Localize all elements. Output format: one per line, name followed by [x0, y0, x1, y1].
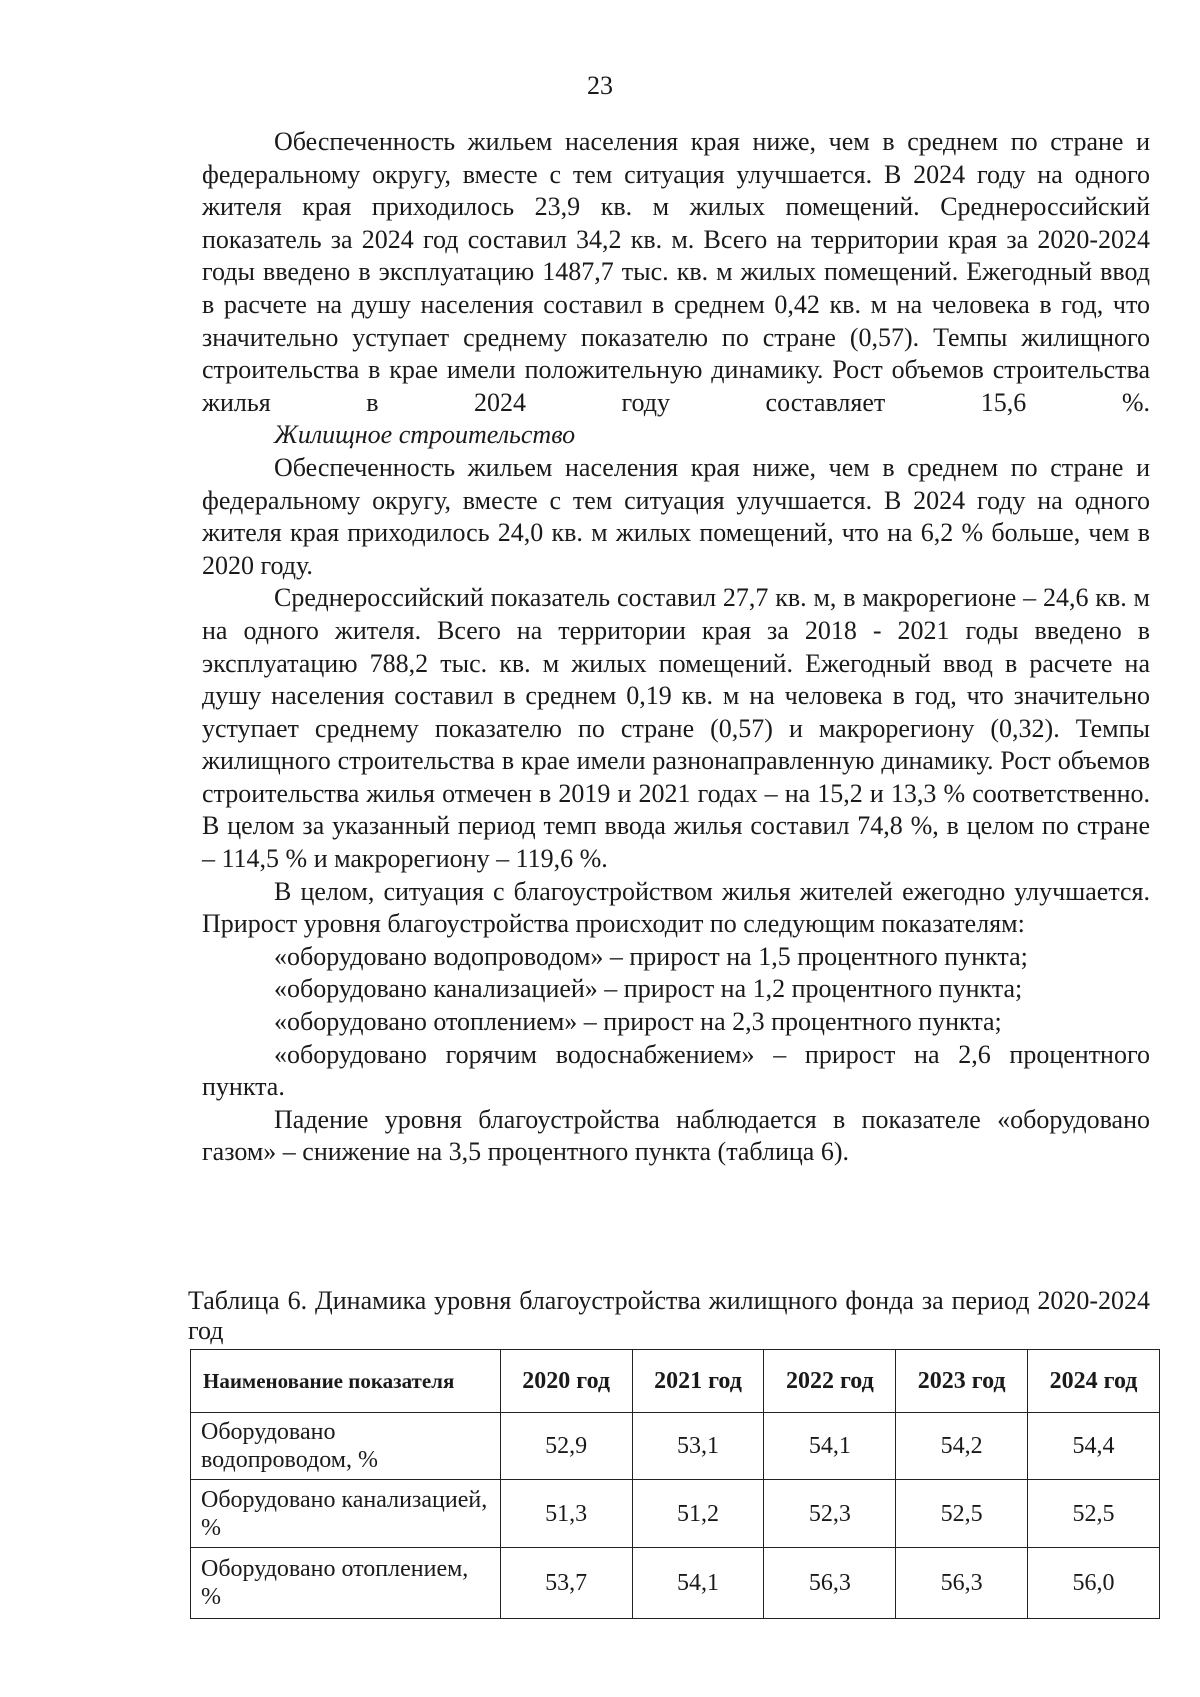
- table-row: [191, 1480, 1160, 1548]
- cell-value: 56,0: [1028, 1548, 1160, 1619]
- list-item-sewerage: «оборудовано канализацией» – прирост на 1,2 процентного пункта;: [274, 974, 1023, 1004]
- header-year: 2024 год: [1028, 1350, 1160, 1413]
- cell-value: 52,5: [1028, 1480, 1160, 1548]
- table-caption: Таблица 6. Динамика уровня благоустройства жилищного фонда за период 2020-2024 год: [188, 1286, 1150, 1345]
- row-label: Оборудовано отоплением, %: [191, 1548, 501, 1619]
- header-year: 2021 год: [632, 1350, 764, 1413]
- cell-value: 51,2: [632, 1480, 764, 1548]
- cell-value: 52,5: [896, 1480, 1028, 1548]
- cell-value: 52,9: [500, 1413, 632, 1480]
- header-year: 2022 год: [764, 1350, 896, 1413]
- list-item-hot-water: «оборудовано горячим водоснабжением» – прирост на 2,6 процентного пункта.: [202, 1039, 1150, 1102]
- cell-value: 52,3: [764, 1480, 896, 1548]
- header-year: 2023 год: [896, 1350, 1028, 1413]
- paragraph-russian-average: Среднероссийский показатель составил 27,7 кв. м, в макрорегионе – 24,6 кв. м на одного жителя. Всего на территории края за 2018 - 2021 годы введено в эксплуатацию 788,2 тыс. кв. м жилых помещений. Ежегодный ввод в расчете на душу населения составил в среднем 0,19 кв. м на человека в год, что значительно уступает среднему показателю по стране (0,57) и макрорегиону (0,32). Темпы жилищного строительства в крае имели разнонаправленную динамику. Рост объемов строительства жилья отмечен в 2019 и 2021 годах – на 15,2 и 13,3 % соответственно. В целом за указанный период темп ввода жилья составил 74,8 %, в целом по стране – 114,5 % и макрорегиону – 119,6 %.: [202, 583, 1150, 874]
- header-year: 2020 год: [500, 1350, 632, 1413]
- body-text: [202, 126, 1150, 1169]
- cell-value: 54,1: [764, 1413, 896, 1480]
- cell-value: 51,3: [500, 1480, 632, 1548]
- list-item-heating: «оборудовано отоплением» – прирост на 2,3 процентного пункта;: [274, 1007, 1002, 1037]
- page-number: 23: [587, 71, 613, 100]
- table-header-row: [191, 1350, 1160, 1413]
- paragraph-housing-provision-per-resident: Обеспеченность жильем населения края ниже, чем в среднем по стране и федеральному округу, вместе с тем ситуация улучшается. В 2024 году на одного жителя края приходилось 24,0 кв. м жилых помещений, что на 6,2 % больше, чем в 2020 году.: [202, 452, 1150, 580]
- table-row: [191, 1413, 1160, 1480]
- cell-value: 54,4: [1028, 1413, 1160, 1480]
- paragraph-amenities-intro: В целом, ситуация с благоустройством жилья жителей ежегодно улучшается. Прирост уровня благоустройства происходит по следующим показателям:: [202, 876, 1150, 939]
- row-label: Оборудовано водопроводом, %: [191, 1413, 501, 1480]
- cell-value: 56,3: [896, 1548, 1028, 1619]
- amenities-table: [190, 1349, 1160, 1619]
- cell-value: 53,7: [500, 1548, 632, 1619]
- section-heading-housing-construction: Жилищное строительство: [274, 420, 576, 450]
- row-label: Оборудовано канализацией, %: [191, 1480, 501, 1548]
- cell-value: 53,1: [632, 1413, 764, 1480]
- header-indicator-name: Наименование показателя: [191, 1350, 501, 1413]
- cell-value: 56,3: [764, 1548, 896, 1619]
- cell-value: 54,1: [632, 1548, 764, 1619]
- list-item-water-supply: «оборудовано водопроводом» – прирост на 1,5 процентного пункта;: [274, 941, 1028, 971]
- paragraph-housing-provision-2024: Обеспеченность жильем населения края ниже, чем в среднем по стране и федеральному округу, вместе с тем ситуация улучшается. В 2024 году на одного жителя края приходилось 23,9 кв. м жилых помещений. Среднероссийский показатель за 2024 год составил 34,2 кв. м. Всего на территории края за 2020-2024 годы введено в эксплуатацию 1487,7 тыс. кв. м жилых помещений. Ежегодный ввод в расчете на душу населения составил в среднем 0,42 кв. м на человека в год, что значительно уступает среднему показателю по стране (0,57). Темпы жилищного строительства в крае имели положительную динамику. Рост объемов строительства жилья в 2024 году составляет 15,6 %.: [202, 127, 1150, 417]
- paragraph-gas-decline: Падение уровня благоустройства наблюдается в показателе «оборудовано газом» – снижение на 3,5 процентного пункта (таблица 6).: [202, 1104, 1150, 1167]
- cell-value: 54,2: [896, 1413, 1028, 1480]
- table-row: [191, 1548, 1160, 1619]
